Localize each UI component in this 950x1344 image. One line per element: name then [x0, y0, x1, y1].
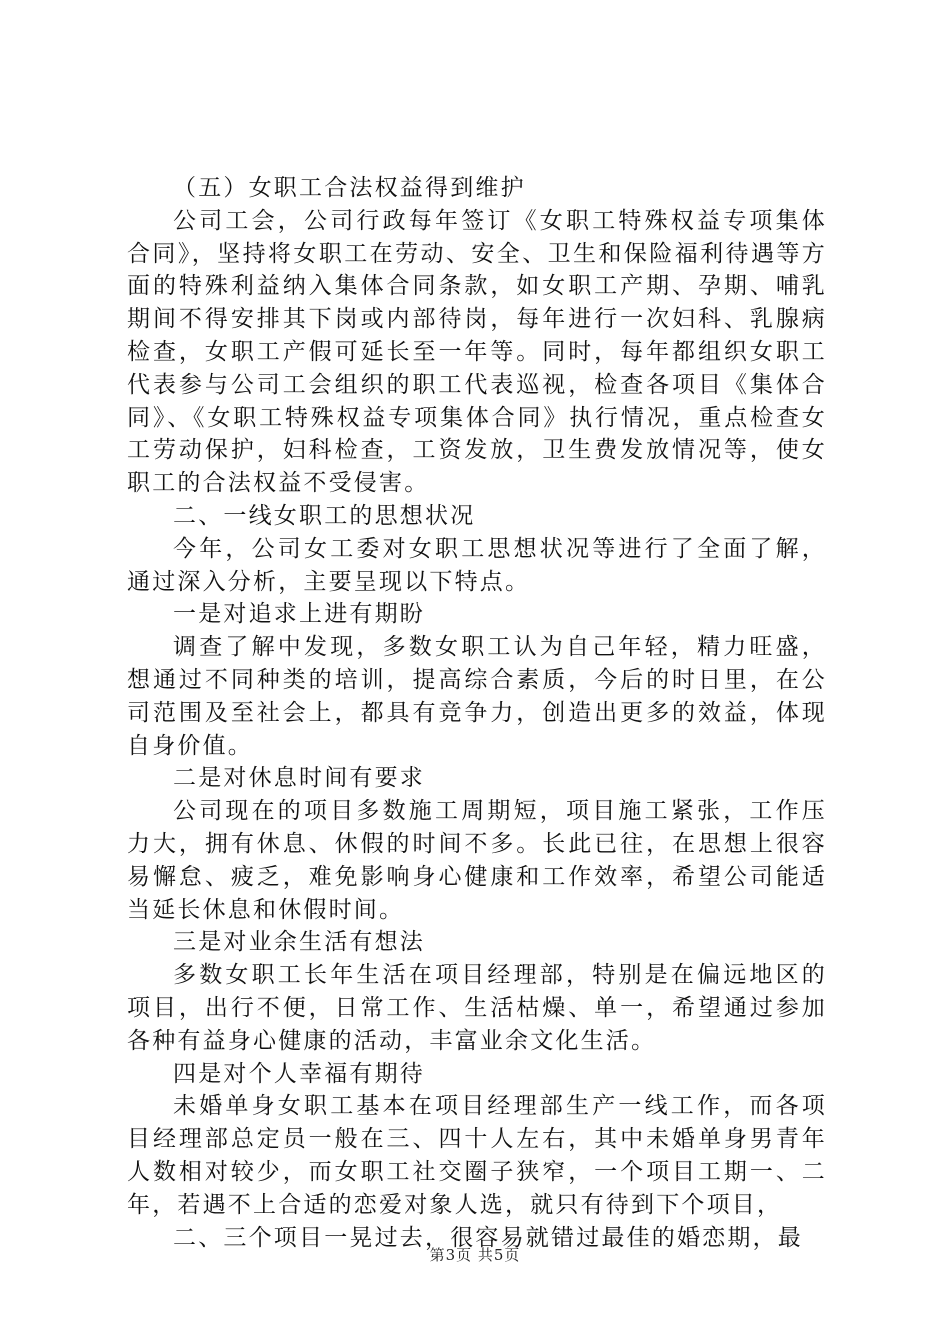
document-body: [127, 172, 827, 1254]
section-heading-thoughts: 二、一线女职工的思想状况: [173, 502, 476, 529]
section-heading-rights: （五）女职工合法权益得到维护: [173, 175, 526, 201]
subheading-leisure: 三是对业余生活有想法: [173, 929, 425, 956]
paragraph-continuation: 二、三个项目一晃过去，很容易就错过最佳的婚恋期，最: [173, 1224, 803, 1251]
subheading-rest-time: 二是对休息时间有要求: [173, 765, 425, 792]
paragraph-rest-time: 公司现在的项目多数施工周期短，项目施工紧张，工作压力大，拥有休息、休假的时间不多。长此已往，在思想上很容易懈怠、疲乏，难免影响身心健康和工作效率，希望公司能适当延长休息和休假时间。: [127, 798, 827, 923]
page-number-footer: 第3页 共5页: [429, 1246, 521, 1264]
paragraph-progress: 调查了解中发现，多数女职工认为自己年轻，精力旺盛，想通过不同种类的培训，提高综合素质，今后的时日里，在公司范围及至社会上，都具有竞争力，创造出更多的效益，体现自身价值。: [127, 634, 827, 759]
subheading-happiness: 四是对个人幸福有期待: [173, 1060, 425, 1087]
paragraph-union-contract: 公司工会，公司行政每年签订《女职工特殊权益专项集体合同》，坚持将女职工在劳动、安全、卫生和保险福利待遇等方面的特殊利益纳入集体合同条款，如女职工产期、孕期、哺乳期间不得安排其下岗或内部待岗，每年进行一次妇科、乳腺病检查，女职工产假可延长至一年等。同时，每年都组织女职工代表参与公司工会组织的职工代表巡视，检查各项目《集体合同》、《女职工特殊权益专项集体合同》执行情况，重点检查女工劳动保护，妇科检查，工资发放，卫生费发放情况等，使女职工的合法权益不受侵害。: [127, 207, 827, 497]
subheading-progress: 一是对追求上进有期盼: [173, 601, 425, 628]
paragraph-leisure: 多数女职工长年生活在项目经理部，特别是在偏远地区的项目，出行不便，日常工作、生活枯燥、单一，希望通过参加各种有益身心健康的活动，丰富业余文化生活。: [127, 962, 827, 1054]
paragraph-happiness: 未婚单身女职工基本在项目经理部生产一线工作，而各项目经理部总定员一般在三、四十人左右，其中未婚单身男青年人数相对较少，而女职工社交圈子狭窄，一个项目工期一、二年，若遇不上合适的恋爱对象人选，就只有待到下个项目，: [127, 1093, 827, 1218]
paragraph-survey-intro: 今年，公司女工委对女职工思想状况等进行了全面了解，通过深入分析，主要呈现以下特点。: [127, 535, 827, 595]
